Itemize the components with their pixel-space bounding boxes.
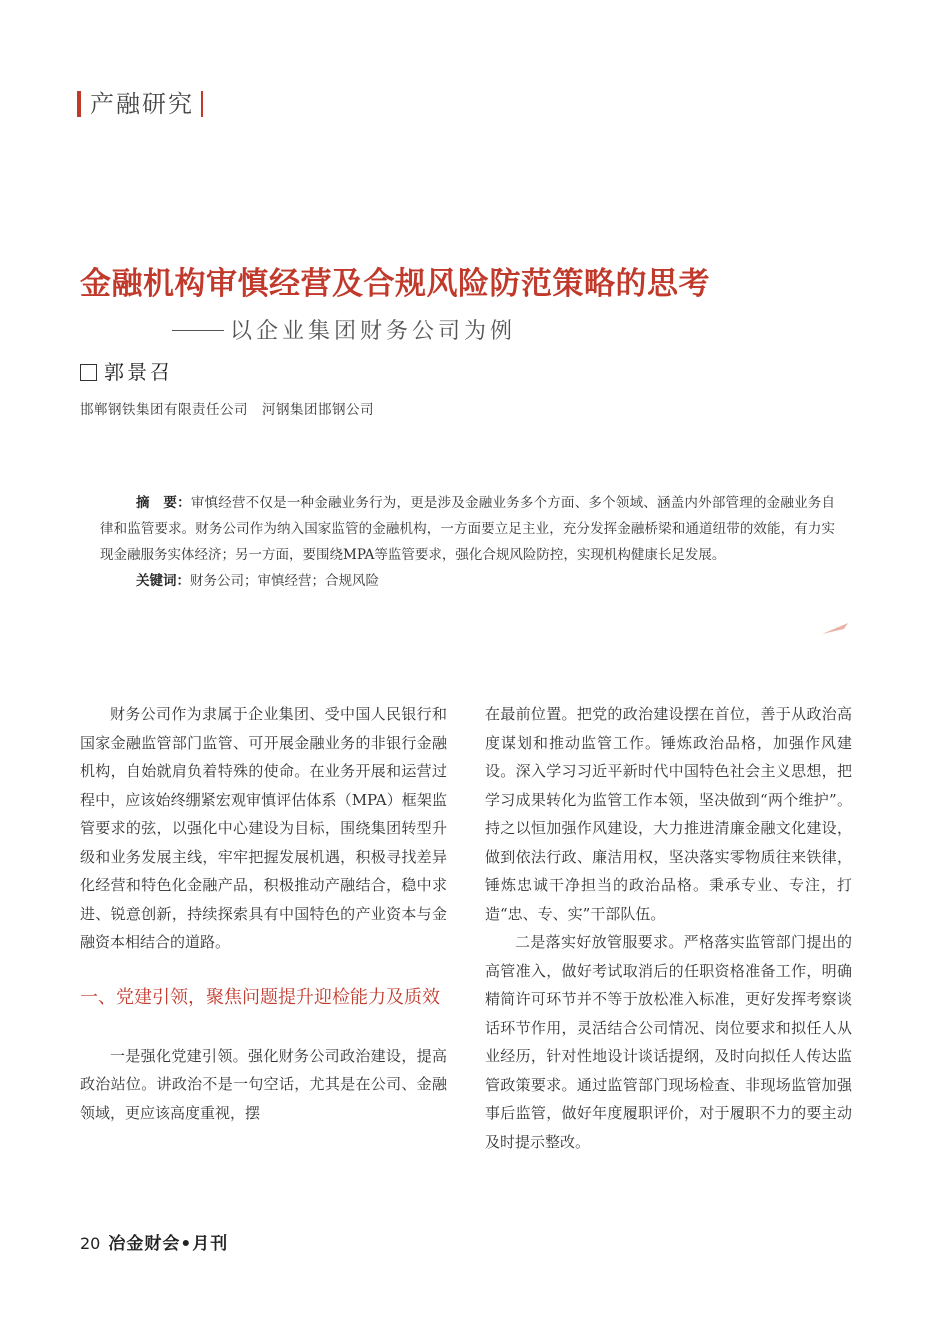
keywords-label: 关键词： — [136, 573, 190, 589]
journal-name: 冶金财会•月刊 — [108, 1234, 229, 1254]
abstract-block — [100, 490, 835, 594]
author-box-icon — [80, 364, 97, 381]
section-tag-bar-right — [201, 91, 203, 117]
body-paragraph-2-part2: 在最前位置。把党的政治建设摆在首位，善于从政治高度谋划和推动监管工作。锤炼政治品格，加强作风建设。深入学习习近平新时代中国特色社会主义思想，把学习成果转化为监管工作本领，坚决做到“两个维护”。持之以恒加强作风建设，大力推进清廉金融文化建设，做到依法行政、廉洁用权，坚决落实零物质往来铁律，锤炼忠诚干净担当的政治品格。秉承专业、专注，打造“忠、专、实”干部队伍。 — [485, 705, 852, 923]
decorative-corner-mark — [820, 620, 850, 636]
author-name: 郭景召 — [104, 360, 173, 384]
section-tag-bar-left — [77, 91, 81, 117]
section-tag: 产融研究 — [90, 90, 194, 118]
keywords-line — [100, 568, 835, 594]
article-title: 金融机构审慎经营及合规风险防范策略的思考 — [80, 266, 710, 302]
body-paragraph-1: 财务公司作为隶属于企业集团、受中国人民银行和国家金融监管部门监管、可开展金融业务的非银行金融机构，自始就肩负着特殊的使命。在业务开展和运营过程中，应该始终绷紧宏观审慎评估体系（MPA）框架监管要求的弦，以强化中心建设为目标，围绕集团转型升级和业务发展主线，牢牢把握发展机遇，积极寻找差异化经营和特色化金融产品，积极推动产融结合，稳中求进、锐意创新，持续探索具有中国特色的产业资本与金融资本相结合的道路。 — [80, 705, 447, 951]
subtitle-dash — [172, 330, 224, 331]
body-paragraph-2-part1: 一是强化党建引领。强化财务公司政治建设，提高政治站位。讲政治不是一句空话，尤其是在公司、金融领域，更应该高度重视，摆 — [80, 1046, 447, 1122]
body-column-left — [80, 700, 447, 1127]
abstract-label: 摘 要： — [136, 495, 191, 511]
page-footer — [80, 1232, 228, 1256]
affiliation-org1: 邯郸钢铁集团有限责任公司 — [80, 402, 248, 418]
affiliation-org2: 河钢集团邯钢公司 — [262, 402, 374, 418]
abstract-paragraph — [100, 490, 835, 568]
abstract-text: 审慎经营不仅是一种金融业务行为，更是涉及金融业务多个方面、多个领域、涵盖内外部管理的金融业务自律和监管要求。财务公司作为纳入国家监管的金融机构，一方面要立足主业，充分发挥金融桥梁和通道纽带的效能，有力实现金融服务实体经济；另一方面，要围绕MPA等监管要求，强化合规风险防控，实现机构健康长足发展。 — [100, 495, 836, 563]
body-paragraph-3: 二是落实好放管服要求。严格落实监管部门提出的高管准入，做好考试取消后的任职资格准备工作，明确精简许可环节并不等于放松准入标准，更好发挥考察谈话环节作用，灵活结合公司情况、岗位要求和拟任人从业经历，针对性地设计谈话提纲，及时向拟任人传达监管政策要求。通过监管部门现场检查、非现场监管加强事后监管，做好年度履职评价，对于履职不力的要主动及时提示整改。 — [485, 933, 852, 1151]
keywords-text: 财务公司；审慎经营；合规风险 — [190, 573, 379, 589]
subtitle-text: 以企业集团财务公司为例 — [230, 319, 517, 344]
author-affiliation — [80, 399, 374, 421]
page-number: 20 — [80, 1234, 101, 1253]
article-subtitle — [172, 317, 516, 347]
body-column-right — [485, 700, 852, 1156]
section-heading-1: 一、党建引领，聚焦问题提升迎检能力及质效 — [80, 986, 440, 1008]
